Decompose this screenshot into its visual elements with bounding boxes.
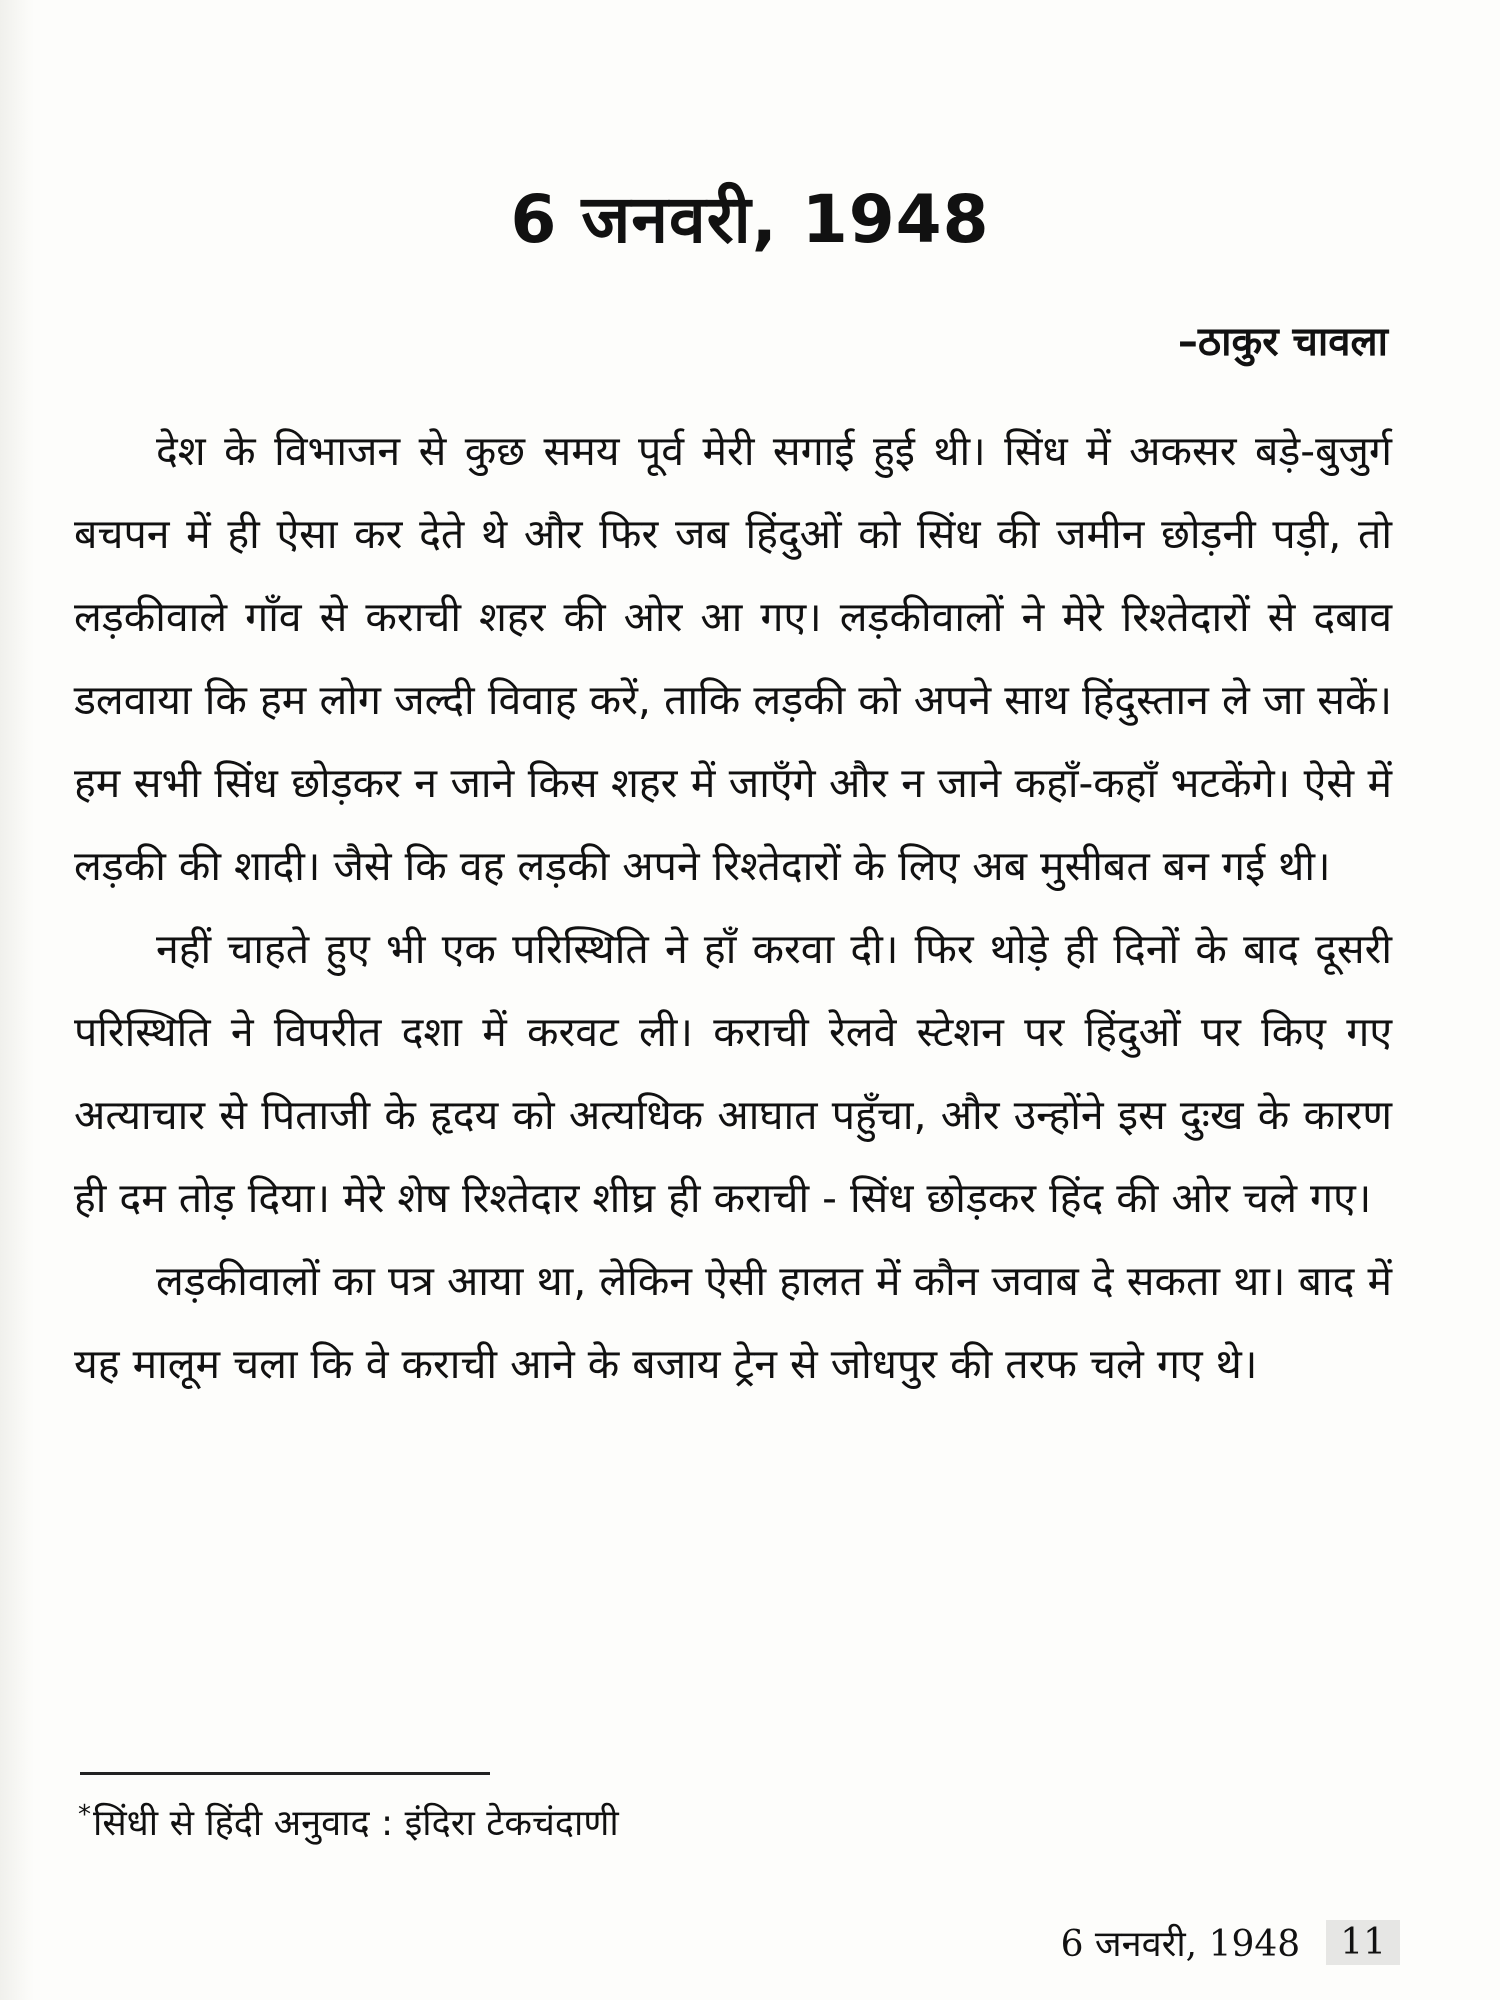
paragraph-2: नहीं चाहते हुए भी एक परिस्थिति ने हाँ करवा दी। फिर थोड़े ही दिनों के बाद दूसरी परिस्थिति ने विपरीत दशा में करवट ली। कराची रेलवे स्टेशन पर हिंदुओं पर किए गए अत्याचार से पिताजी के हृदय को अत्यधिक आघात पहुँचा, और उन्होंने इस दुःख के कारण ही दम तोड़ दिया। मेरे शेष रिश्तेदार शीघ्र ही कराची - सिंध छोड़कर हिंद की ओर चले गए। <box>74 925 1392 1222</box>
running-footer <box>1061 1918 1400 1967</box>
author-name: –ठाकुर चावला <box>1177 319 1388 365</box>
body-text <box>74 410 1392 1406</box>
page-number: 11 <box>1326 1920 1400 1965</box>
running-title: 6 जनवरी, 1948 <box>1060 1924 1301 1965</box>
footnote-divider <box>80 1772 490 1775</box>
footnote-marker: * <box>78 1800 91 1830</box>
paragraph-1: देश के विभाजन से कुछ समय पूर्व मेरी सगाई हुई थी। सिंध में अकसर बड़े-बुजुर्ग बचपन में ही ऐसा कर देते थे और फिर जब हिंदुओं को सिंध की जमीन छोड़नी पड़ी, तो लड़कीवाले गाँव से कराची शहर की ओर आ गए। लड़कीवालों ने मेरे रिश्तेदारों से दबाव डलवाया कि हम लोग जल्दी विवाह करें, ताकि लड़की को अपने साथ हिंदुस्तान ले जा सकें। हम सभी सिंध छोड़कर न जाने किस शहर में जाएँगे और न जाने कहाँ-कहाँ भटकेंगे। ऐसे में लड़की की शादी। जैसे कि वह लड़की अपने रिश्तेदारों के लिए अब मुसीबत बन गई थी। <box>74 427 1392 890</box>
footnote <box>78 1792 619 1847</box>
chapter-title: 6 जनवरी, 1948 <box>510 181 990 259</box>
page-edge-shadow <box>0 0 34 2000</box>
footnote-text: सिंधी से हिंदी अनुवाद : इंदिरा टेकचंदाणी <box>93 1803 619 1844</box>
paragraph-3: लड़कीवालों का पत्र आया था, लेकिन ऐसी हालत में कौन जवाब दे सकता था। बाद में यह मालूम चला कि वे कराची आने के बजाय ट्रेन से जोधपुर की तरफ चले गए थे। <box>74 1257 1392 1388</box>
